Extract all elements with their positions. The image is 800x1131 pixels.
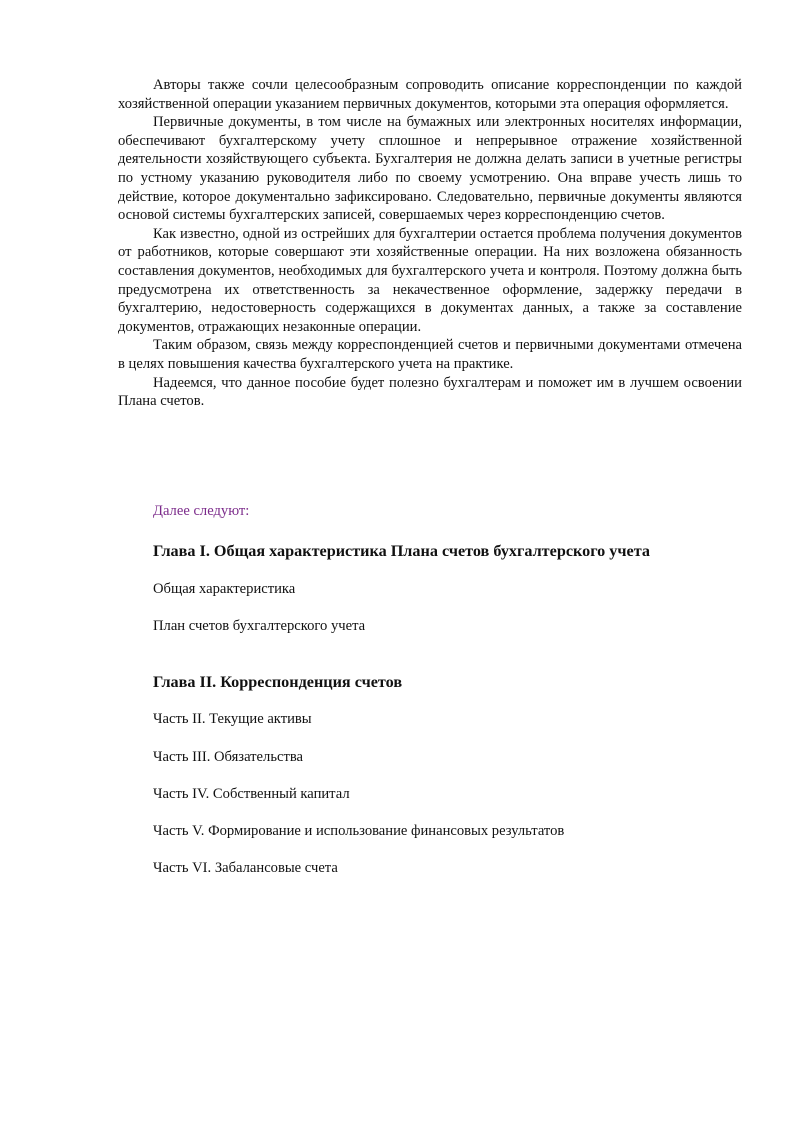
chapter-1-heading[interactable]: Глава I. Общая характеристика Плана счетов бухгалтерского учета: [153, 542, 650, 560]
paragraph-4: Таким образом, связь между корреспонденцией счетов и первичными документами отмечена в целях повышения качества бухгалтерского учета на практике.: [118, 337, 742, 372]
preface-body: [118, 76, 742, 411]
chapter-2-heading[interactable]: Глава II. Корреспонденция счетов: [153, 673, 403, 691]
toc-item-part-2[interactable]: Часть II. Текущие активы: [153, 711, 312, 727]
paragraph-5: Надеемся, что данное пособие будет полезно бухгалтерам и поможет им в лучшем освоении Плана счетов.: [118, 374, 742, 410]
paragraph-1: Авторы также сочли целесообразным сопроводить описание корреспонденции по каждой хозяйственной операции указанием первичных документов, которыми эта операция оформляется.: [118, 77, 742, 112]
paragraph-2: Первичные документы, в том числе на бумажных или электронных носителях информации, обеспечивают бухгалтерскому учету сплошное и непрерывное отражение хозяйственной деятельности хозяйствующего субъекта. Бухгалтерия не должна делать записи в учетные регистры по устному указанию руководителя либо по своему усмотрению. Она вправе учесть лишь то действие, которое документально зафиксировано. Следовательно, первичные документы являются основой системы бухгалтерских записей, совершаемых через корреспонденцию счетов.: [118, 114, 742, 224]
toc-item-part-6[interactable]: Часть VI. Забалансовые счета: [153, 860, 338, 876]
toc-item-general-characteristics[interactable]: Общая характеристика: [153, 581, 296, 597]
toc-item-chart-of-accounts[interactable]: План счетов бухгалтерского учета: [153, 618, 366, 634]
paragraph-3: Как известно, одной из острейших для бухгалтерии остается проблема получения документов от работников, которые совершают эти хозяйственные операции. На них возложена обязанность составления документов, необходимых для бухгалтерского учета и контроля. Поэтому должна быть предусмотрена их ответственность за некачественное оформление, задержку передачи в бухгалтерию, недостоверность содержащихся в документах данных, а также за составление документов, отражающих незаконные операции.: [118, 225, 742, 335]
toc-item-part-4[interactable]: Часть IV. Собственный капитал: [153, 786, 350, 802]
toc-item-part-3[interactable]: Часть III. Обязательства: [153, 749, 303, 765]
toc-item-part-5[interactable]: Часть V. Формирование и использование финансовых результатов: [153, 823, 565, 839]
toc-intro-link[interactable]: Далее следуют:: [153, 503, 250, 519]
